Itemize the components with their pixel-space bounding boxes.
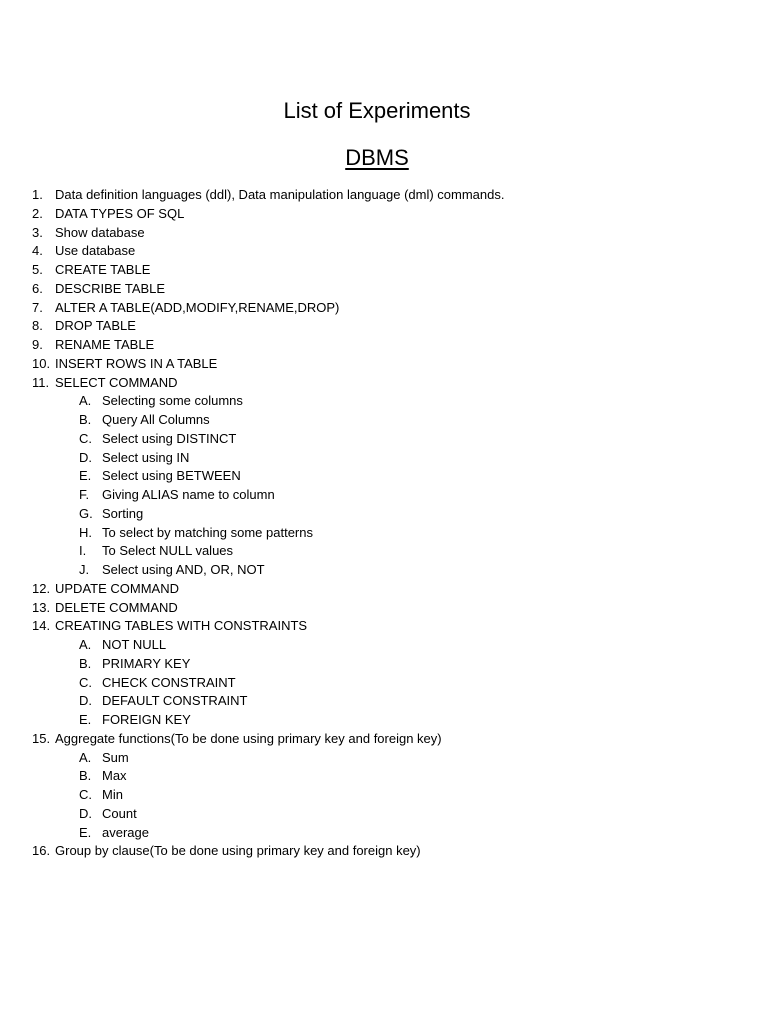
item-number: C. <box>79 787 92 802</box>
sub-list-item <box>0 411 768 430</box>
item-text: average <box>102 824 149 840</box>
item-number: B. <box>79 655 92 671</box>
item-text: Aggregate functions(To be done using primary key and foreign key) <box>55 730 442 746</box>
sub-list-item <box>0 655 768 674</box>
item-text: Show database <box>55 224 145 240</box>
item-number: 3. <box>32 224 43 240</box>
item-text: Select using IN <box>102 449 190 465</box>
item-text: Group by clause(To be done using primary key and foreign key) <box>55 843 421 859</box>
sub-list-item <box>0 692 768 711</box>
sub-list-item <box>0 824 768 843</box>
sub-list-item <box>0 805 768 824</box>
item-text: DROP TABLE <box>55 318 136 334</box>
item-text: NOT NULL <box>102 637 167 652</box>
sub-list-item <box>0 449 768 468</box>
item-number: 12. <box>32 580 51 596</box>
item-number: A. <box>79 637 92 652</box>
item-text: DEFAULT CONSTRAINT <box>102 693 248 709</box>
item-number: D. <box>79 805 92 821</box>
sub-list-item <box>0 636 768 655</box>
list-item <box>0 730 768 749</box>
sub-list-item <box>0 711 768 730</box>
item-number: C. <box>79 430 92 446</box>
list-item <box>0 242 768 261</box>
item-number: F. <box>79 487 90 502</box>
item-number: 9. <box>32 337 43 352</box>
item-number: A. <box>79 393 92 409</box>
item-text: Giving ALIAS name to column <box>102 487 275 502</box>
item-text: Use database <box>55 243 136 259</box>
item-text: Query All Columns <box>102 412 210 427</box>
item-text: Selecting some columns <box>102 393 243 409</box>
item-text: Sum <box>102 749 129 765</box>
item-text: Sorting <box>102 505 144 521</box>
item-number: D. <box>79 449 92 465</box>
item-text: To Select NULL values <box>102 543 234 559</box>
item-text: CHECK CONSTRAINT <box>102 674 236 690</box>
item-text: PRIMARY KEY <box>102 655 191 671</box>
list-item <box>0 355 768 374</box>
item-number: 6. <box>32 280 43 296</box>
list-item <box>0 261 768 280</box>
item-text: SELECT COMMAND <box>55 374 178 390</box>
item-text: Data definition languages (ddl), Data manipulation language (dml) commands. <box>55 187 505 202</box>
sub-list-item <box>0 786 768 805</box>
item-text: RENAME TABLE <box>55 337 155 352</box>
sub-list-item <box>0 467 768 486</box>
item-number: 5. <box>32 262 43 277</box>
item-number: D. <box>79 693 92 709</box>
item-text: INSERT ROWS IN A TABLE <box>55 355 218 371</box>
experiment-list <box>0 186 768 861</box>
item-text: ALTER A TABLE(ADD,MODIFY,RENAME,DROP) <box>55 299 340 315</box>
item-text: Select using DISTINCT <box>102 430 237 446</box>
list-item <box>0 580 768 599</box>
sub-list-item <box>0 767 768 786</box>
item-text: Select using BETWEEN <box>102 468 241 484</box>
page-title: List of Experiments <box>283 98 471 123</box>
item-text: Select using AND, OR, NOT <box>102 562 265 577</box>
item-number: 2. <box>32 205 43 221</box>
item-number: 7. <box>32 299 43 315</box>
item-number: E. <box>79 468 92 484</box>
item-number: J. <box>79 562 90 577</box>
sub-list-item <box>0 674 768 693</box>
item-text: UPDATE COMMAND <box>55 580 179 596</box>
sub-list-item <box>0 430 768 449</box>
sub-list-item <box>0 561 768 580</box>
item-text: Min <box>102 787 123 802</box>
item-text: FOREIGN KEY <box>102 712 191 727</box>
item-number: G. <box>79 505 93 521</box>
list-item <box>0 317 768 336</box>
item-number: 8. <box>32 318 43 334</box>
list-item <box>0 205 768 224</box>
item-number: 11. <box>32 374 50 390</box>
page-subtitle: DBMS <box>345 145 409 170</box>
sub-list-item <box>0 749 768 768</box>
item-number: E. <box>79 824 92 840</box>
item-number: A. <box>79 749 92 765</box>
sub-list-item <box>0 505 768 524</box>
item-number: C. <box>79 674 92 690</box>
item-text: To select by matching some patterns <box>102 524 313 540</box>
list-item <box>0 299 768 318</box>
list-item <box>0 374 768 393</box>
item-number: B. <box>79 412 92 427</box>
item-text: CREATING TABLES WITH CONSTRAINTS <box>55 618 308 634</box>
sub-list-item <box>0 524 768 543</box>
item-number: H. <box>79 524 92 540</box>
item-number: 16. <box>32 843 51 859</box>
item-number: I. <box>79 543 87 559</box>
list-item <box>0 186 768 205</box>
item-text: DELETE COMMAND <box>55 599 178 615</box>
list-item <box>0 224 768 243</box>
item-number: 14. <box>32 618 51 634</box>
item-number: E. <box>79 712 92 727</box>
item-number: 15. <box>32 730 51 746</box>
item-text: CREATE TABLE <box>55 262 151 277</box>
sub-list-item <box>0 392 768 411</box>
item-text: Max <box>102 768 127 784</box>
item-number: 4. <box>32 243 43 259</box>
list-item <box>0 842 768 861</box>
item-number: 10. <box>32 355 51 371</box>
list-item <box>0 617 768 636</box>
item-text: Count <box>102 805 137 821</box>
list-item <box>0 280 768 299</box>
sub-list-item <box>0 486 768 505</box>
item-number: B. <box>79 768 92 784</box>
item-text: DESCRIBE TABLE <box>55 280 166 296</box>
list-item <box>0 336 768 355</box>
item-number: 13. <box>32 599 51 615</box>
item-number: 1. <box>32 187 43 202</box>
list-item <box>0 599 768 618</box>
sub-list-item <box>0 542 768 561</box>
item-text: DATA TYPES OF SQL <box>55 205 185 221</box>
